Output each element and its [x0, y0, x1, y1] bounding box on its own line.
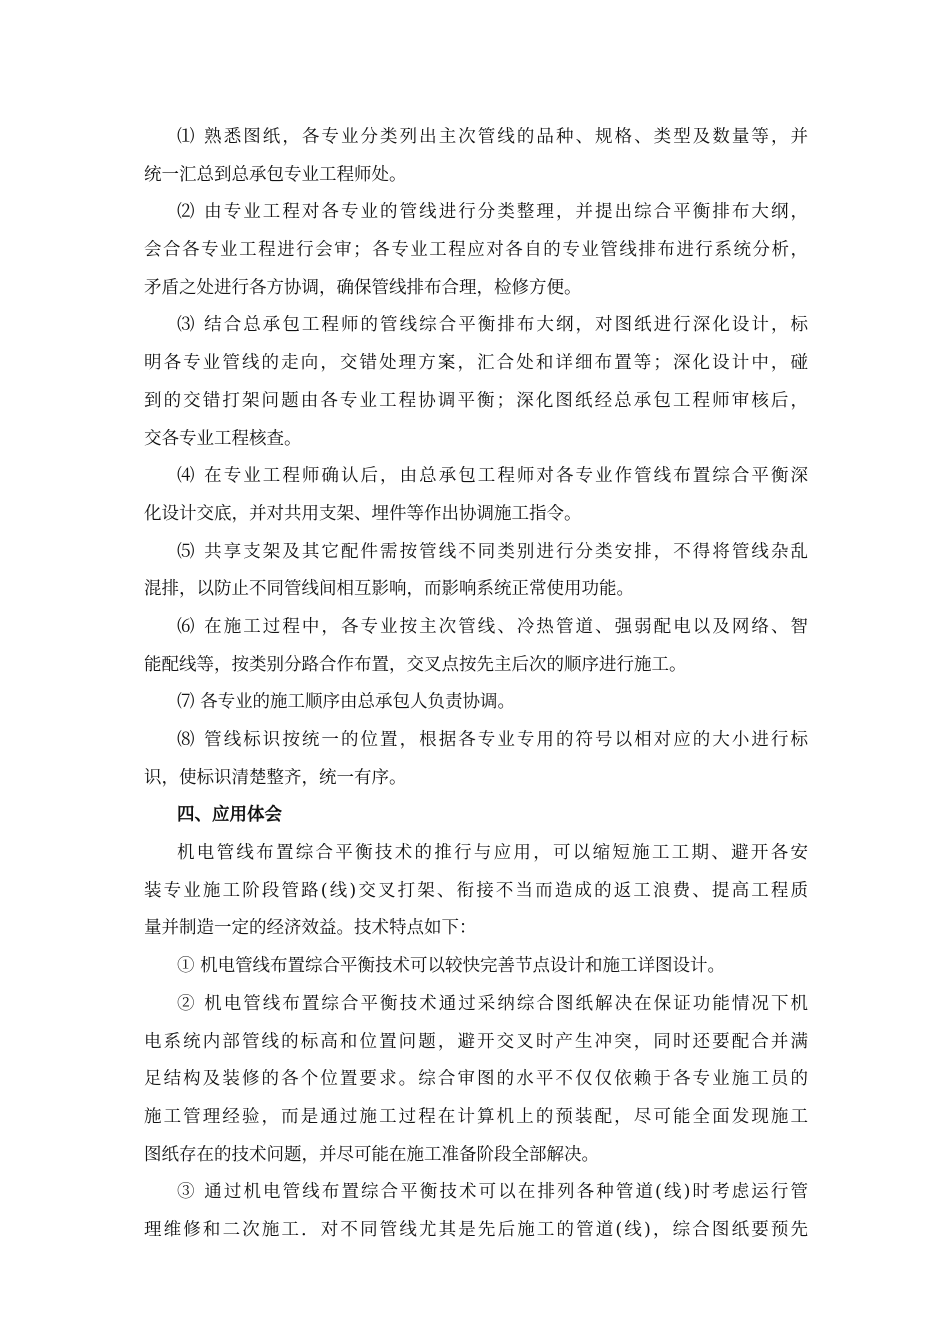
paragraph-line: ③ 通过机电管线布置综合平衡技术可以在排列各种管道(线)时考虑运行管: [177, 1182, 808, 1203]
feature-item: [144, 1174, 808, 1249]
paragraph-line: 电系统内部管线的标高和位置问题，避开交叉时产生冲突，同时还要配合并满: [144, 1031, 808, 1052]
paragraph-line: ① 机电管线布置综合平衡技术可以较快完善节点设计和施工详图设计。: [177, 956, 726, 977]
paragraph-line: 施工管理经验，而是通过施工过程在计算机上的预装配，尽可能全面发现施工: [144, 1106, 808, 1127]
paragraph-line: ⑴ 熟悉图纸，各专业分类列出主次管线的品种、规格、类型及数量等，并: [177, 127, 808, 147]
paragraph-line: 装专业施工阶段管路(线)交叉打架、衔接不当而造成的返工浪费、提高工程质: [144, 880, 808, 901]
intro-paragraph: [144, 835, 808, 948]
paragraph-line: 化设计交底，并对共用支架、埋件等作出协调施工指令。: [144, 503, 582, 524]
paragraph-line: 机电管线布置综合平衡技术的推行与应用，可以缩短施工工期、避开各安: [177, 843, 808, 864]
paragraph-line: 会合各专业工程进行会审；各专业工程应对各自的专业管线排布进行系统分析，: [144, 240, 808, 261]
list-item: [144, 194, 808, 307]
paragraph-line: ⑵ 由专业工程对各专业的管线进行分类整理，并提出综合平衡排布大纲，: [177, 202, 808, 223]
document-body: [144, 119, 808, 1250]
paragraph-line: ② 机电管线布置综合平衡技术通过采纳综合图纸解决在保证功能情况下机: [177, 993, 808, 1014]
paragraph-line: 到的交错打架问题由各专业工程协调平衡；深化图纸经总承包工程师审核后，: [144, 390, 808, 411]
paragraph-line: 统一汇总到总承包专业工程师处。: [144, 164, 407, 185]
paragraph-line: ⑷ 在专业工程师确认后，由总承包工程师对各专业作管线布置综合平衡深: [177, 466, 808, 487]
feature-item: [144, 986, 808, 1174]
paragraph-line: ⑶ 结合总承包工程师的管线综合平衡排布大纲，对图纸进行深化设计，标: [177, 315, 808, 336]
list-item: [144, 684, 808, 722]
list-item: [144, 534, 808, 609]
paragraph-line: ⑹ 在施工过程中，各专业按主次管线、冷热管道、强弱配电以及网络、智: [177, 616, 808, 637]
list-item: [144, 722, 808, 797]
section-heading: 四、应用体会: [177, 805, 282, 826]
list-item: [144, 119, 808, 194]
list-item: [144, 609, 808, 684]
paragraph-line: 能配线等，按类别分路合作布置，交叉点按先主后次的顺序进行施工。: [144, 654, 687, 675]
paragraph-line: 交各专业工程核查。: [144, 428, 302, 449]
paragraph-line: 足结构及装修的各个位置要求。综合审图的水平不仅仅依赖于各专业施工员的: [144, 1069, 808, 1090]
paragraph-line: 混排，以防止不同管线间相互影响，而影响系统正常使用功能。: [144, 579, 634, 600]
paragraph-line: 理维修和二次施工．对不同管线尤其是先后施工的管道(线)，综合图纸要预先: [144, 1219, 808, 1240]
paragraph-line: 图纸存在的技术问题，并尽可能在施工准备阶段全部解决。: [144, 1144, 599, 1165]
list-item: [144, 458, 808, 533]
list-item: [144, 307, 808, 458]
paragraph-line: 识，使标识清楚整齐，统一有序。: [144, 767, 407, 788]
paragraph-line: 量并制造一定的经济效益。技术特点如下：: [144, 918, 477, 939]
paragraph-line: ⑻ 管线标识按统一的位置，根据各专业专用的符号以相对应的大小进行标: [177, 730, 808, 750]
paragraph-line: 明各专业管线的走向，交错处理方案，汇合处和详细布置等；深化设计中，碰: [144, 353, 808, 374]
paragraph-line: ⑺ 各专业的施工顺序由总承包人负责协调。: [177, 692, 516, 713]
paragraph-line: ⑸ 共享支架及其它配件需按管线不同类别进行分类安排，不得将管线杂乱: [177, 541, 808, 562]
feature-item: [144, 948, 808, 986]
paragraph-line: 矛盾之处进行各方协调，确保管线排布合理，检修方便。: [144, 277, 582, 298]
